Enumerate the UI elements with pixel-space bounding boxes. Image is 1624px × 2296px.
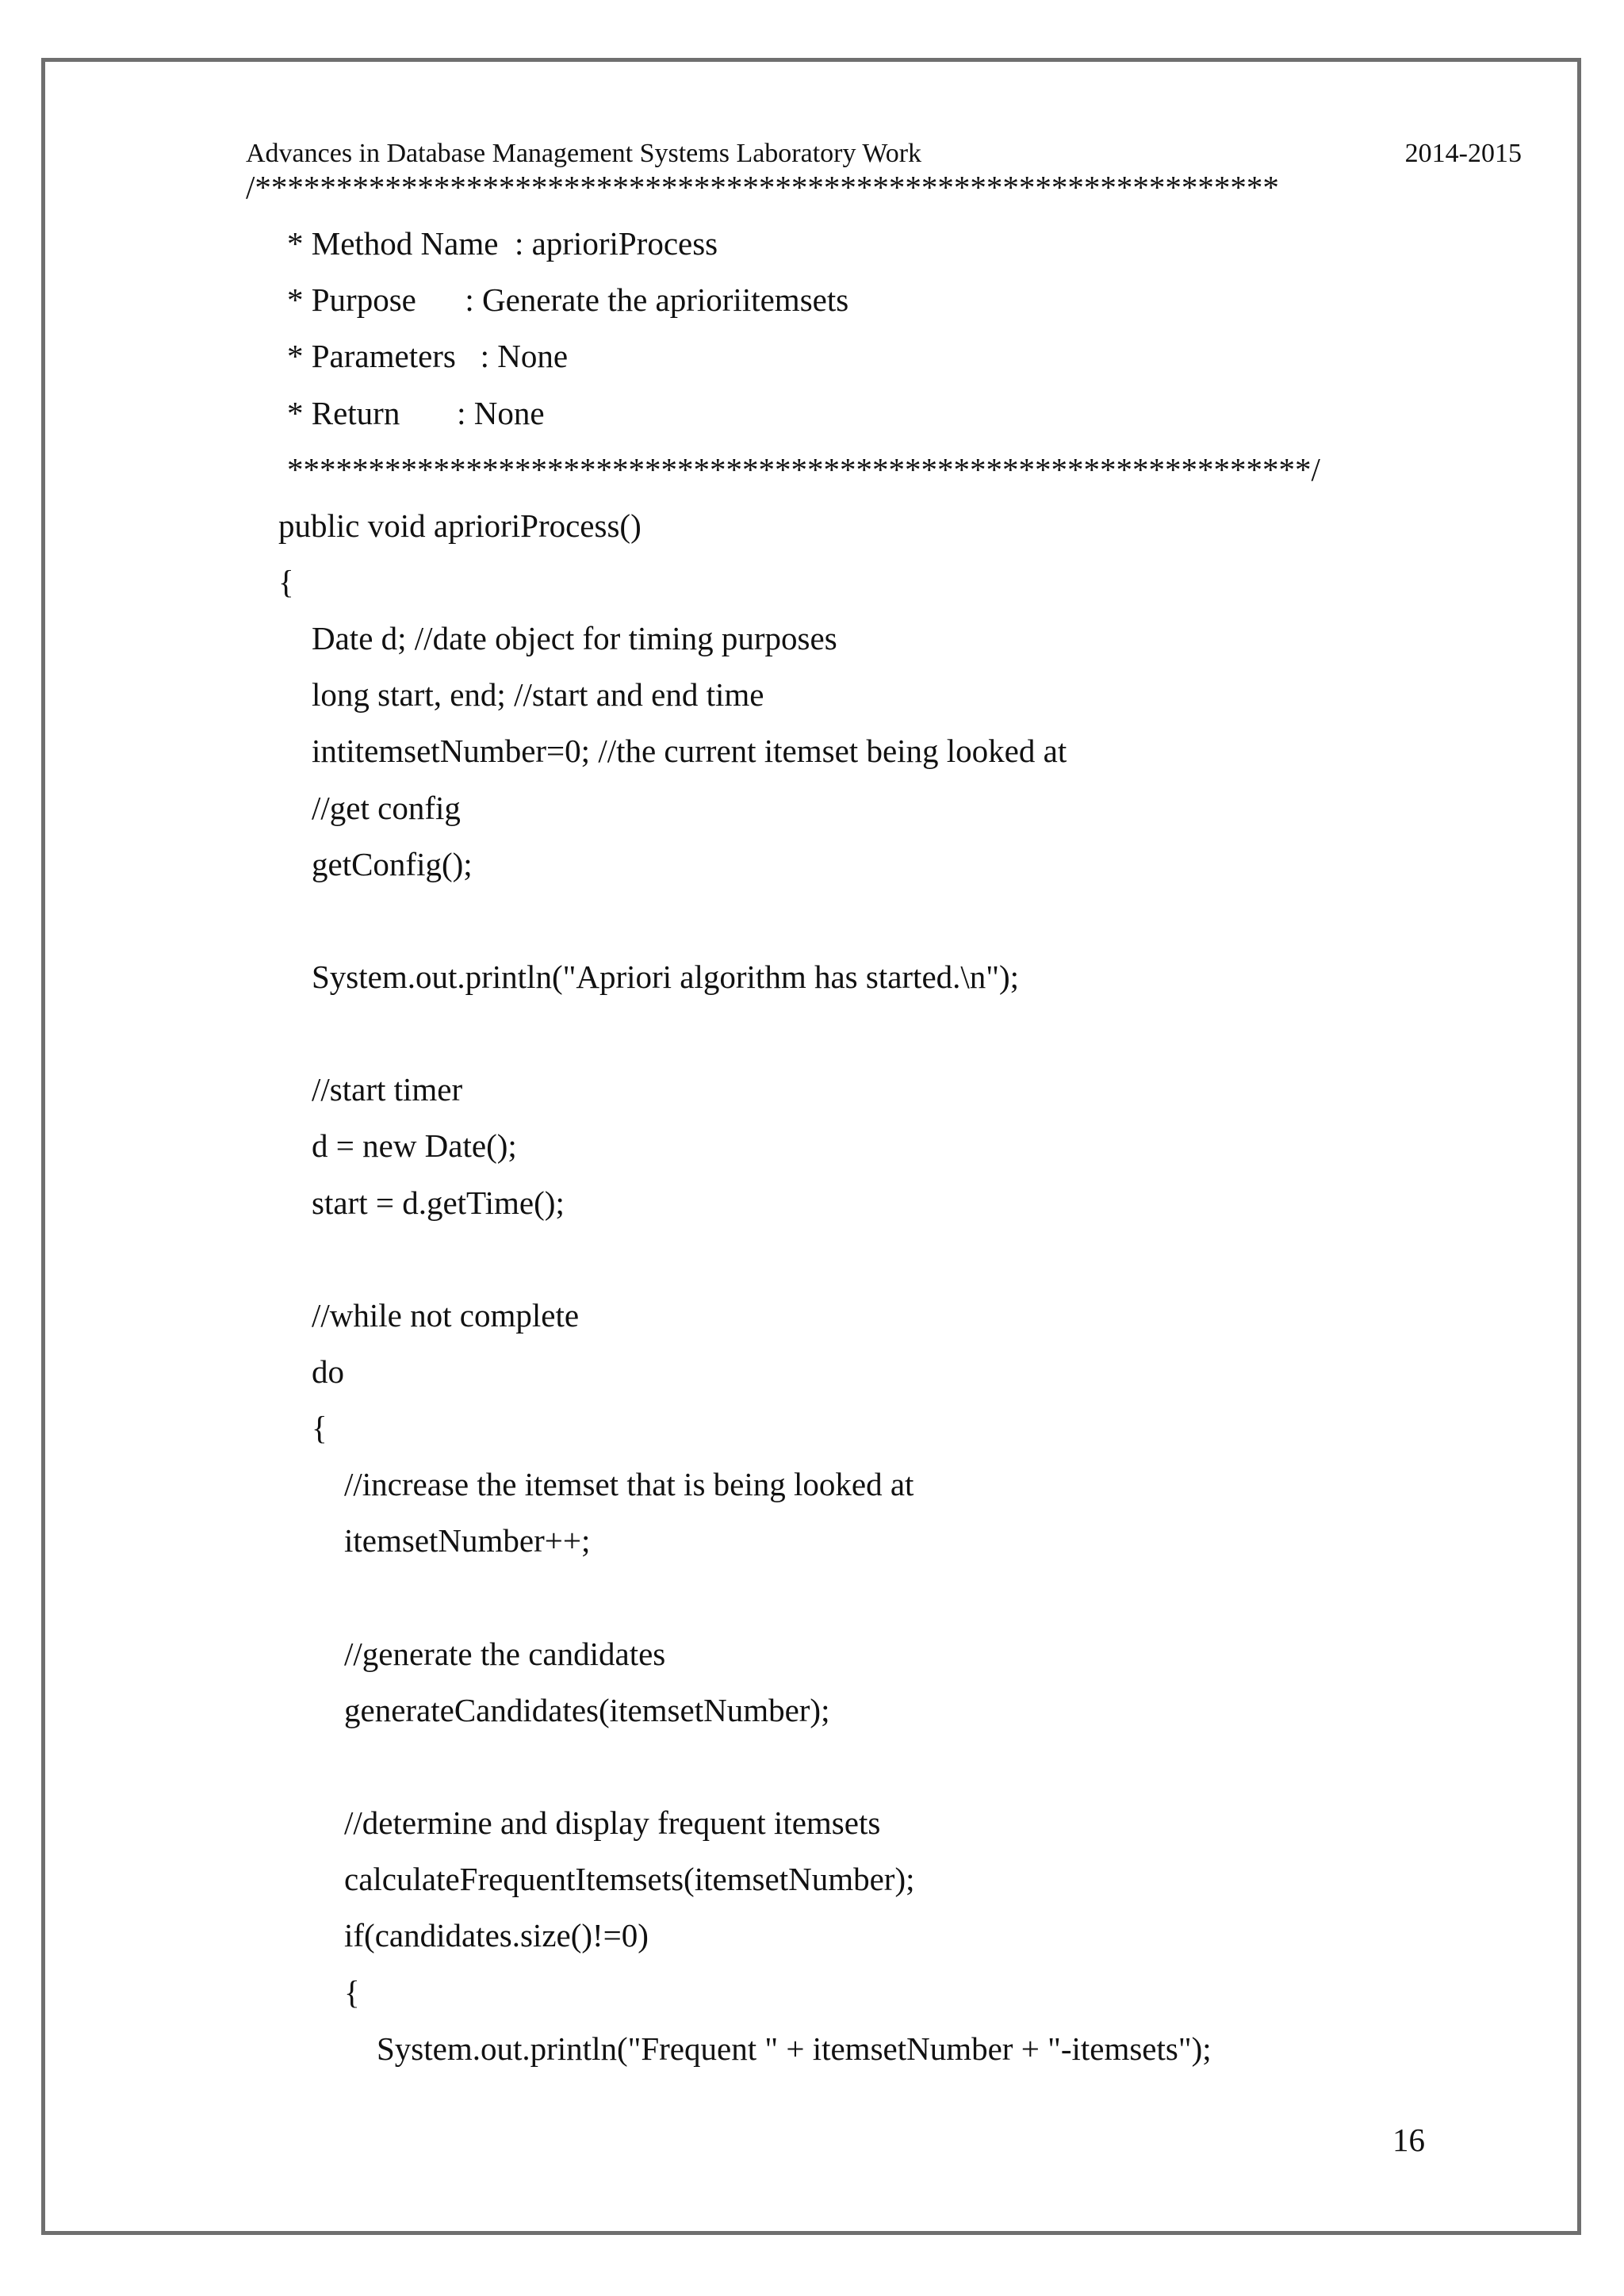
doc-comment-line: * Purpose : Generate the aprioriitemsets bbox=[287, 281, 849, 319]
code-line: intitemsetNumber=0; //the current itemset being looked at bbox=[312, 733, 1067, 770]
doc-comment-close-line: ***************************************************************/ bbox=[287, 450, 1320, 488]
method-signature: public void aprioriProcess() bbox=[278, 507, 642, 544]
code-line: calculateFrequentItemsets(itemsetNumber); bbox=[344, 1861, 915, 1898]
code-line: getConfig(); bbox=[312, 845, 473, 882]
code-listing bbox=[0, 159, 1624, 2077]
doc-comment-line: * Return : None bbox=[287, 394, 545, 431]
blank-line bbox=[0, 1570, 1624, 1626]
code-line: if(candidates.size()!=0) bbox=[344, 1917, 649, 1954]
blank-line bbox=[0, 1231, 1624, 1288]
code-line: System.out.println("Apriori algorithm has started.\n"); bbox=[312, 958, 1020, 995]
blank-line bbox=[0, 1005, 1624, 1062]
code-line: System.out.println("Frequent " + itemsetNumber + "-itemsets"); bbox=[377, 2030, 1212, 2067]
code-line: start = d.getTime(); bbox=[312, 1184, 565, 1221]
code-line: { bbox=[312, 1410, 327, 1447]
code-line: long start, end; //start and end time bbox=[312, 676, 764, 714]
code-line: { bbox=[278, 563, 294, 600]
doc-comment-open-line: /*************************************************************** bbox=[246, 169, 1279, 205]
code-line: d = new Date(); bbox=[312, 1127, 517, 1165]
header-year: 2014-2015 bbox=[1404, 139, 1522, 168]
code-line: do bbox=[312, 1353, 344, 1390]
blank-line bbox=[0, 1739, 1624, 1795]
code-comment-line: //determine and display frequent itemsets bbox=[344, 1804, 881, 1842]
doc-comment-line: * Parameters : None bbox=[287, 338, 569, 375]
code-comment-line: //generate the candidates bbox=[344, 1635, 666, 1672]
code-line: generateCandidates(itemsetNumber); bbox=[344, 1691, 830, 1728]
code-comment-line: //start timer bbox=[312, 1071, 463, 1108]
page-number: 16 bbox=[1392, 2122, 1425, 2158]
code-comment-line: //while not complete bbox=[312, 1296, 580, 1334]
doc-comment-line: * Method Name : aprioriProcess bbox=[287, 225, 718, 262]
code-line: { bbox=[344, 1973, 360, 2011]
code-comment-line: //get config bbox=[312, 789, 461, 826]
code-line: Date d; //date object for timing purposes bbox=[312, 620, 837, 657]
header-title: Advances in Database Management Systems Laboratory Work bbox=[246, 139, 922, 168]
blank-line bbox=[0, 893, 1624, 949]
code-comment-line: //increase the itemset that is being looked at bbox=[344, 1466, 914, 1503]
code-line: itemsetNumber++; bbox=[344, 1522, 591, 1559]
